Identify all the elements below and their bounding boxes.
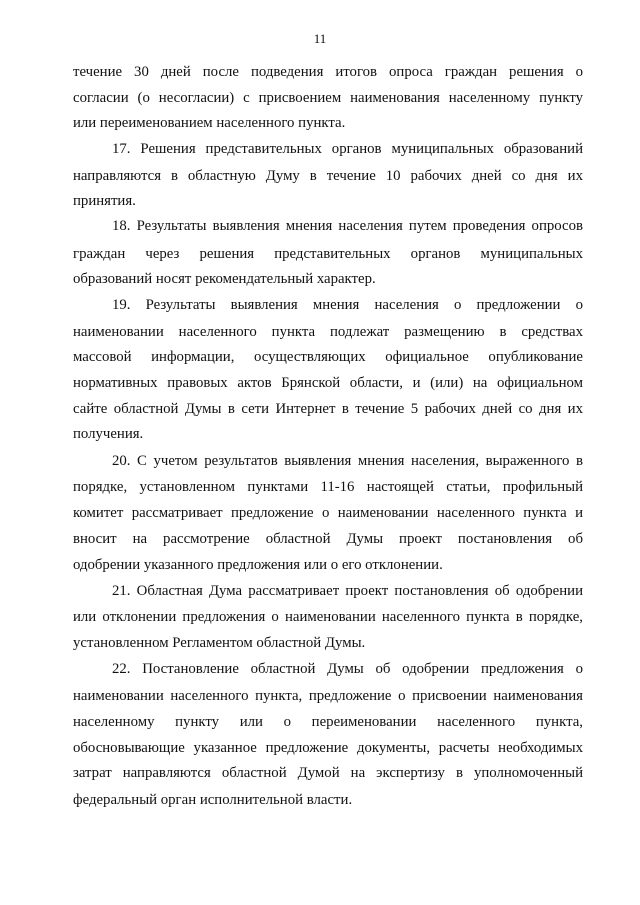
text-line: или отклонении предложения о наименовании населенного пункта в порядке, (73, 609, 583, 625)
text-line: образований носят рекомендательный характер. (73, 271, 376, 287)
text-line: получения. (73, 426, 144, 442)
text-line: 21. Областная Дума рассматривает проект постановления об одобрении (112, 583, 583, 599)
text-line: порядке, установленном пунктами 11-16 настоящей статьи, профильный (73, 479, 583, 495)
text-line: 17. Решения представительных органов муниципальных образований (112, 141, 583, 157)
text-line: нормативных правовых актов Брянской области, и (или) на официальном (73, 375, 583, 391)
text-line: сайте областной Думы в сети Интернет в течение 5 рабочих дней со дня их (73, 401, 583, 417)
text-line: принятия. (73, 193, 136, 209)
text-line: одобрении указанного предложения или о его отклонении. (73, 557, 443, 573)
text-line: затрат направляются областной Думой на экспертизу в уполномоченный (73, 765, 583, 781)
text-line: течение 30 дней после подведения итогов опроса граждан решения о (73, 64, 583, 80)
text-line: 20. С учетом результатов выявления мнения населения, выраженного в (112, 453, 583, 469)
text-line: установленном Регламентом областной Думы. (73, 635, 366, 651)
text-line: граждан через решения представительных органов муниципальных (73, 246, 583, 262)
text-line: наименовании населенного пункта, предложение о присвоении наименования (73, 688, 583, 704)
page-number: 11 (313, 31, 327, 46)
text-line: обосновывающие указанное предложение документы, расчеты необходимых (73, 740, 583, 756)
text-line: массовой информации, осуществляющих официальное опубликование (73, 349, 583, 365)
text-line: наименовании населенного пункта подлежат размещению в средствах (73, 324, 583, 340)
text-line: согласии (о несогласии) с присвоением наименования населенному пункту (73, 90, 583, 106)
text-line: или переименованием населенного пункта. (73, 115, 346, 131)
text-line: вносит на рассмотрение областной Думы проект постановления об (73, 531, 583, 547)
text-line: 19. Результаты выявления мнения населения о предложении о (112, 297, 583, 313)
text-line: 18. Результаты выявления мнения населения путем проведения опросов (112, 218, 583, 234)
text-line: комитет рассматривает предложение о наименовании населенного пункта и (73, 505, 583, 521)
text-line: федеральный орган исполнительной власти. (73, 792, 353, 808)
text-line: 22. Постановление областной Думы об одобрении предложения о (112, 661, 583, 677)
text-line: направляются в областную Думу в течение 10 рабочих дней со дня их (73, 168, 583, 184)
text-line: населенному пункту или о переименовании населенного пункта, (73, 714, 583, 730)
